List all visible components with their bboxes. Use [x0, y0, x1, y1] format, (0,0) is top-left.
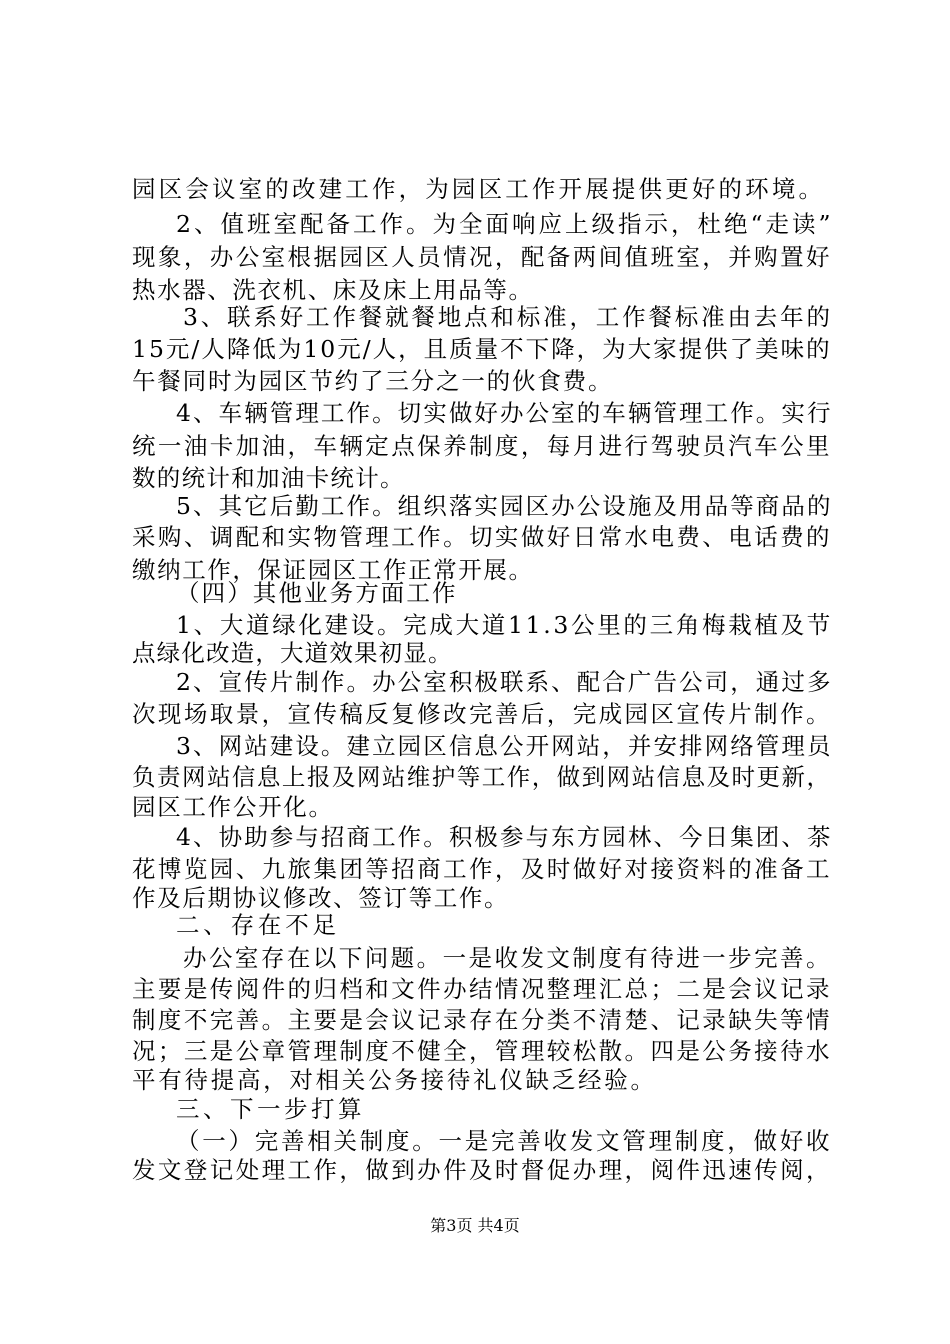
- text-line: 平有待提高，对相关公务接待礼仪缺乏经验。: [132, 1066, 657, 1094]
- section-heading: 二、存在不足: [176, 911, 340, 939]
- page-footer: 第3页 共4页: [430, 1216, 520, 1235]
- text-line: 5、其它后勤工作。组织落实园区办公设施及用品等商品的: [176, 492, 833, 520]
- text-line: 点绿化改造，大道效果初显。: [132, 639, 453, 667]
- text-line: 现象，办公室根据园区人员情况，配备两间值班室，并购置好: [132, 243, 832, 271]
- text-line: 3、网站建设。建立园区信息公开网站，并安排网络管理员: [176, 732, 833, 760]
- text-line: 花博览园、九旅集团等招商工作，及时做好对接资料的准备工: [132, 855, 832, 883]
- text-line: 主要是传阅件的归档和文件办结情况整理汇总；二是会议记录: [132, 975, 832, 1003]
- text-line: 园区工作公开化。: [132, 793, 334, 821]
- text-line: 3、联系好工作餐就餐地点和标准，工作餐标准由去年的: [183, 303, 833, 331]
- text-line: 园区会议室的改建工作，为园区工作开展提供更好的环境。: [132, 175, 826, 203]
- text-line: 1、大道绿化建设。完成大道11.3公里的三角梅栽植及节: [176, 611, 833, 639]
- text-line: 热水器、洗衣机、床及床上用品等。: [132, 276, 534, 304]
- text-line: 次现场取景，宣传稿反复修改完善后，完成园区宣传片制作。: [132, 700, 832, 728]
- text-line: 缴纳工作，保证园区工作正常开展。: [132, 556, 534, 584]
- text-line: 制度不完善。主要是会议记录存在分类不清楚、记录缺失等情: [132, 1006, 832, 1034]
- text-line: 2、值班室配备工作。为全面响应上级指示，杜绝“走读”: [176, 210, 834, 238]
- text-line: 2、宣传片制作。办公室积极联系、配合广告公司，通过多: [176, 668, 833, 696]
- text-line: 午餐同时为园区节约了三分之一的伙食费。: [132, 367, 614, 395]
- text-line: 4、车辆管理工作。切实做好办公室的车辆管理工作。实行: [176, 399, 833, 427]
- section-heading: （四）其他业务方面工作: [176, 579, 458, 607]
- section-heading: 三、下一步打算: [176, 1095, 365, 1123]
- text-line: （一）完善相关制度。一是完善收发文管理制度，做好收: [176, 1127, 833, 1155]
- text-line: 统一油卡加油，车辆定点保养制度，每月进行驾驶员汽车公里: [132, 432, 832, 460]
- text-line: 4、协助参与招商工作。积极参与东方园林、今日集团、茶: [176, 823, 833, 851]
- text-line: 15元/人降低为10元/人，且质量不下降，为大家提供了美味的: [132, 335, 832, 363]
- text-line: 数的统计和加油卡统计。: [132, 464, 405, 492]
- text-line: 发文登记处理工作，做到办件及时督促办理，阅件迅速传阅，: [132, 1156, 832, 1184]
- text-line: 负责网站信息上报及网站维护等工作，做到网站信息及时更新，: [132, 763, 832, 791]
- text-line: 况；三是公章管理制度不健全，管理较松散。四是公务接待水: [132, 1037, 832, 1065]
- text-line: 采购、调配和实物管理工作。切实做好日常水电费、电话费的: [132, 523, 832, 551]
- text-line: 作及后期协议修改、签订等工作。: [132, 884, 510, 912]
- text-line: 办公室存在以下问题。一是收发文制度有待进一步完善。: [183, 944, 832, 972]
